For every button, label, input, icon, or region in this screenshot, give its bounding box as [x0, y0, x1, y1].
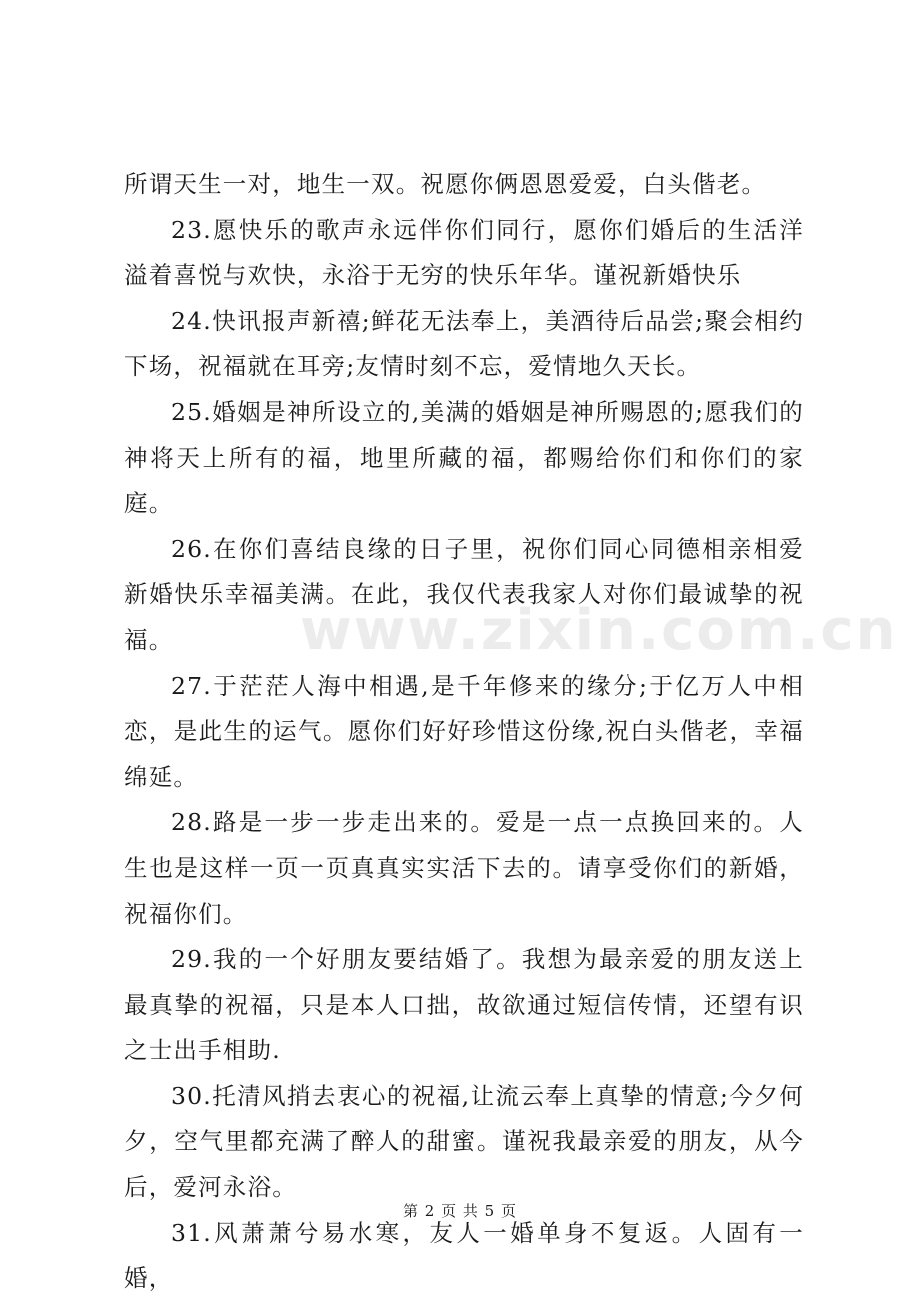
paragraph: 26.在你们喜结良缘的日子里，祝你们同心同德相亲相爱新婚快乐幸福美满。在此，我仅代表我家人对你们最诚挚的祝福。: [124, 534, 804, 654]
paragraph: 28.路是一步一步走出来的。爱是一点一点换回来的。人生也是这样一页一页真真实实活下去的。请享受你们的新婚，祝福你们。: [124, 808, 804, 928]
document-body: [124, 162, 898, 1302]
paragraph: 30.托清风捎去衷心的祝福,让流云奉上真挚的情意;今夕何夕，空气里都充满了醉人的甜蜜。谨祝我最亲爱的朋友，从今后，爱河永浴。: [124, 1081, 804, 1202]
page-footer: 第 2 页 共 5 页: [403, 1202, 517, 1220]
paragraph: 31.风萧萧兮易水寒，友人一婚单身不复返。人固有一婚，: [124, 1218, 804, 1293]
paragraph: 24.快讯报声新禧;鲜花无法奉上，美酒待后品尝;聚会相约下场，祝福就在耳旁;友情时刻不忘，爱情地久天长。: [124, 306, 804, 381]
paragraph: 23.愿快乐的歌声永远伴你们同行，愿你们婚后的生活洋溢着喜悦与欢快，永浴于无穷的快乐年华。谨祝新婚快乐: [124, 215, 804, 290]
paragraph: 27.于茫茫人海中相遇,是千年修来的缘分;于亿万人中相恋，是此生的运气。愿你们好好珍惜这份缘,祝白头偕老，幸福绵延。: [124, 671, 804, 791]
paragraph: 所谓天生一对，地生一双。祝愿你俩恩恩爱爱，白头偕老。: [124, 170, 767, 198]
watermark: www.zixin.com.cn: [300, 598, 898, 663]
paragraph: 25.婚姻是神所设立的,美满的婚姻是神所赐恩的;愿我们的神将天上所有的福，地里所藏的福，都赐给你们和你们的家庭。: [124, 397, 804, 518]
paragraph: 29.我的一个好朋友要结婚了。我想为最亲爱的朋友送上最真挚的祝福，只是本人口拙，故欲通过短信传情，还望有识之士出手相助.: [124, 945, 804, 1065]
